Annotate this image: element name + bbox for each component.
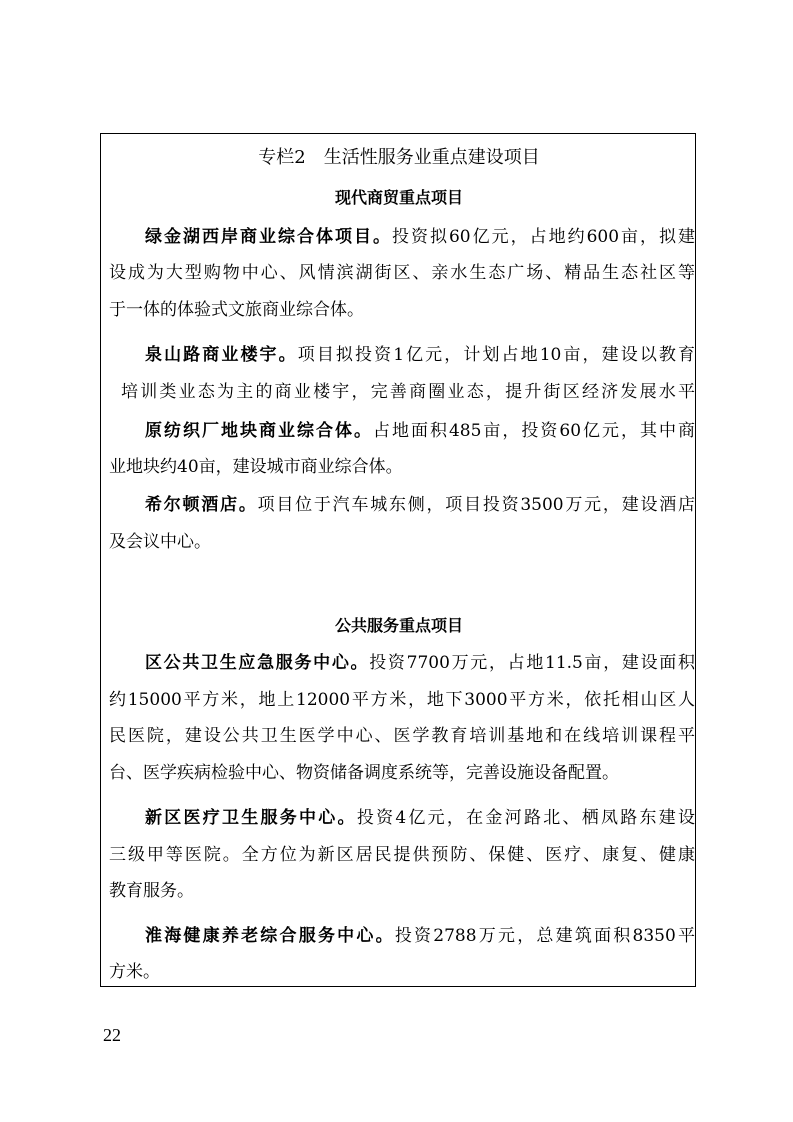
paragraph-line: 于一体的体验式文旅商业综合体。 [109, 300, 364, 320]
section-title: 专栏2 生活性服务业重点建设项目 [258, 147, 540, 168]
project-name: 区公共卫生应急服务中心。 [145, 653, 370, 673]
project-name: 原纺织厂地块商业综合体。 [145, 421, 373, 441]
paragraph-line: 教育服务。 [109, 881, 194, 901]
paragraph-line: 原纺织厂地块商业综合体。占地面积485亩，投资60亿元，其中商 [145, 421, 695, 441]
paragraph-line: 三级甲等医院。全方位为新区居民提供预防、保健、医疗、康复、健康 [109, 845, 695, 865]
project-name: 泉山路商业楼宇。 [145, 345, 298, 365]
group-heading-commerce: 现代商贸重点项目 [334, 188, 463, 207]
page-number: 22 [103, 1025, 121, 1045]
paragraph-line: 方米。 [109, 962, 160, 982]
paragraph-line: 业地块约40亩，建设城市商业综合体。 [109, 457, 403, 477]
paragraph-line: 台、医学疾病检验中心、物资储备调度系统等，完善设施设备配置。 [109, 763, 619, 783]
project-name: 希尔顿酒店。 [145, 495, 258, 515]
paragraph-line: 区公共卫生应急服务中心。投资7700万元，占地11.5亩，建设面积 [145, 653, 695, 673]
paragraph-line: 民医院，建设公共卫生医学中心、医学教育培训基地和在线培训课程平 [109, 726, 695, 746]
project-name: 淮海健康养老综合服务中心。 [145, 926, 395, 946]
group-heading-public-service: 公共服务重点项目 [334, 616, 463, 635]
paragraph-line: 培训类业态为主的商业楼宇，完善商圈业态，提升街区经济发展水平 [121, 382, 695, 402]
paragraph-line: 绿金湖西岸商业综合体项目。投资拟60亿元，占地约600亩，拟建 [145, 227, 695, 247]
paragraph-line: 希尔顿酒店。项目位于汽车城东侧，项目投资3500万元，建设酒店 [145, 495, 695, 515]
project-name: 绿金湖西岸商业综合体项目。 [145, 227, 392, 247]
paragraph-line: 约15000平方米，地上12000平方米，地下3000平方米，依托相山区人 [109, 690, 695, 710]
project-name: 新区医疗卫生服务中心。 [145, 808, 357, 828]
paragraph-line: 泉山路商业楼宇。项目拟投资1亿元，计划占地10亩，建设以教育 [145, 345, 696, 365]
paragraph-line: 及会议中心。 [109, 532, 211, 552]
paragraph-line: 设成为大型购物中心、风情滨湖街区、亲水生态广场、精品生态社区等 [109, 263, 695, 283]
paragraph-line: 新区医疗卫生服务中心。投资4亿元，在金河路北、栖凤路东建设 [145, 808, 695, 828]
paragraph-line: 淮海健康养老综合服务中心。投资2788万元，总建筑面积8350平 [145, 926, 695, 946]
section-box [100, 133, 696, 987]
